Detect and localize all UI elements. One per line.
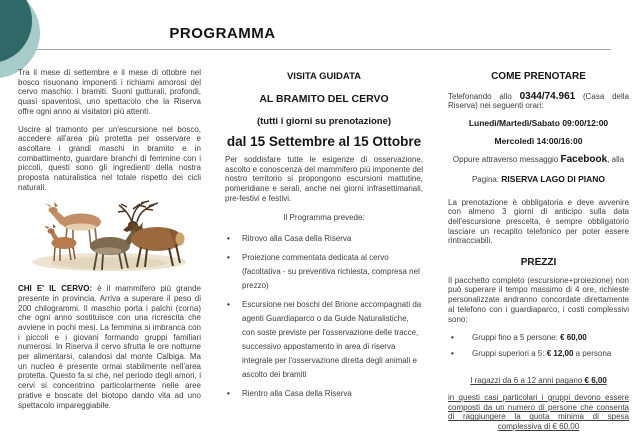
price-bullet-1 <box>448 330 629 345</box>
program-bullet-3: • Escursione nei boschi del Brione accompagnati da agenti Guardiaparco o da Guide Naturalistiche, con soste previste per l'osservazione delle tracce, successivo appostamento in area di riserva integrale per l'osservazione diretta degli animali e ascolto dei bramiti <box>225 298 423 382</box>
visit-heading-line2: AL BRAMITO DEL CERVO <box>259 92 389 105</box>
price-2-suffix: a persona <box>573 349 612 359</box>
who-is-the-deer-text: è il mammifero più grande presente in provincia. Arriva a superare il peso di 200 chilogrammi. Il maschio porta i palchi (corna) che ogni anno sostituisce con una ricrescita che avviene in pochi mesi. La femmina si imbranca con i piccoli e i giovani formando gruppi familiari numerosi. In Riserva il cervo sfrutta le ore notturne per alimentarsi, calandosi dal monte Calbiga. Ma un nucleo è presente ormai stabilmente nell'area protetta. Questo fa si che, nel periodo degli amori, i cervi si concentrino particolarmente nelle aree prative e boscate del biotopo dando vita ad uno spettacolo impareggiabile. <box>18 284 201 410</box>
facebook-page-name: RISERVA LAGO DI PIANO <box>501 173 606 184</box>
kids-note-text: I ragazzi da 6 a 12 anni pagano <box>470 376 585 386</box>
program-bullet-1: • Ritrovo alla Casa della Riserva <box>225 232 423 246</box>
deer-family-illustration <box>28 200 201 275</box>
middle-column <box>225 68 423 406</box>
price-bullet-list <box>448 330 629 361</box>
price-2-amount: € 12,00 <box>546 349 574 359</box>
facebook-suffix: , alla <box>607 154 625 164</box>
who-is-the-deer-paragraph <box>18 284 201 410</box>
price-1-amount: € 60,00 <box>560 333 587 343</box>
facebook-word: Facebook <box>560 153 608 165</box>
intro-paragraph-2: Uscire al tramonto per un'escursione nel bosco, accedere all'area più protetta per osservare e ascoltare i grandi maschi in bramito e in combattimento, guardare branchi di femmine con i piccoli, questi sono gli ingredienti della nostra proposta naturalistica nel totale rispetto dei cicli naturali. <box>18 124 201 192</box>
who-is-the-deer-label: CHI E' IL CERVO: <box>18 284 93 294</box>
opening-hours-2: Mercoledì 14:00/16:00 <box>494 135 583 146</box>
price-2-label: Gruppi superiori a 5: <box>472 349 547 359</box>
visit-dates: dal 15 Settembre al 15 Ottobre <box>226 134 422 150</box>
group-minimum-note: in questi casi particolari i gruppi devono essere composti da un numero di persone che consenta di raggiungere la quota minima di spesa complessiva di € 60,00 <box>448 392 629 432</box>
kids-price-note <box>448 376 629 386</box>
intro-paragraph-1: Tra il mese di settembre e il mese di ottobre nel bosco risuonano imponenti i richiami amorosi del cervo maschio: i bramiti. Suoni gutturali, profondi, quasi spaventosi, uno spettacolo che la Riserva offre ogni anno ai visitatori più attenti. <box>18 68 201 116</box>
program-bullet-2: • Proiezione commentata dedicata al cervo (facoltativa - su preventiva richiesta, compresa nel prezzo) <box>225 251 423 293</box>
page-title: PROGRAMMA <box>169 25 276 42</box>
visit-intro-paragraph: Per soddisfare tutte le esigenze di osservazione, ascolto e conoscenza del mammifero più imponente del nostro territorio si propongono escursioni mattutine, pomeridiane e serali, anche nei giorni infrasettimanali, pre-festivi e festivi. <box>225 154 423 203</box>
program-bullet-list <box>225 232 423 401</box>
facebook-prefix: Oppure attraverso messaggio <box>452 154 561 164</box>
phone-number: 0344/74.961 <box>519 90 576 102</box>
page-prefix: Pagina: <box>471 174 502 184</box>
price-1-label: Gruppi fino a 5 persone: <box>472 333 561 343</box>
booking-note: La prenotazione è obbligatoria e deve avvenire con almeno 3 giorni di anticipo sulla data dell'escursione prescelta, è sempre obbligatorio lasciare un recapito telefonico per poter essere rintracciabili. <box>448 197 629 246</box>
kids-price-amount: € 6,00 <box>584 376 607 386</box>
opening-hours-1: Lunedì/Martedì/Sabato 09:00/12:00 <box>468 118 609 129</box>
program-label: Il Programma prevede: <box>283 213 365 223</box>
facebook-page-line <box>448 173 629 186</box>
right-column <box>448 68 629 432</box>
phone-suffix: (Casa della Riserva) nei seguenti orari: <box>448 91 629 111</box>
visit-heading-line3: (tutti i giorni su prenotazione) <box>256 116 392 128</box>
left-column <box>18 68 201 418</box>
phone-paragraph <box>448 92 629 111</box>
facebook-line <box>448 154 629 166</box>
header-divider <box>37 49 611 50</box>
booking-heading: COME PRENOTARE <box>491 71 586 82</box>
price-bullet-2 <box>448 346 629 361</box>
program-bullet-4: • Rientro alla Casa della Riserva <box>225 387 423 401</box>
visit-heading-line1: VISITA GUIDATA <box>286 71 362 82</box>
prices-intro: Il pacchetto completo (escursione+proiezione) non può superare il tempo massimo di 4 ore, richieste personalizzate andranno concordate direttamente al telefono con i guardiaparco, i costi complessivi sono: <box>448 275 629 324</box>
prices-heading: PREZZI <box>520 257 557 269</box>
phone-prefix: Telefonando allo <box>448 91 520 101</box>
